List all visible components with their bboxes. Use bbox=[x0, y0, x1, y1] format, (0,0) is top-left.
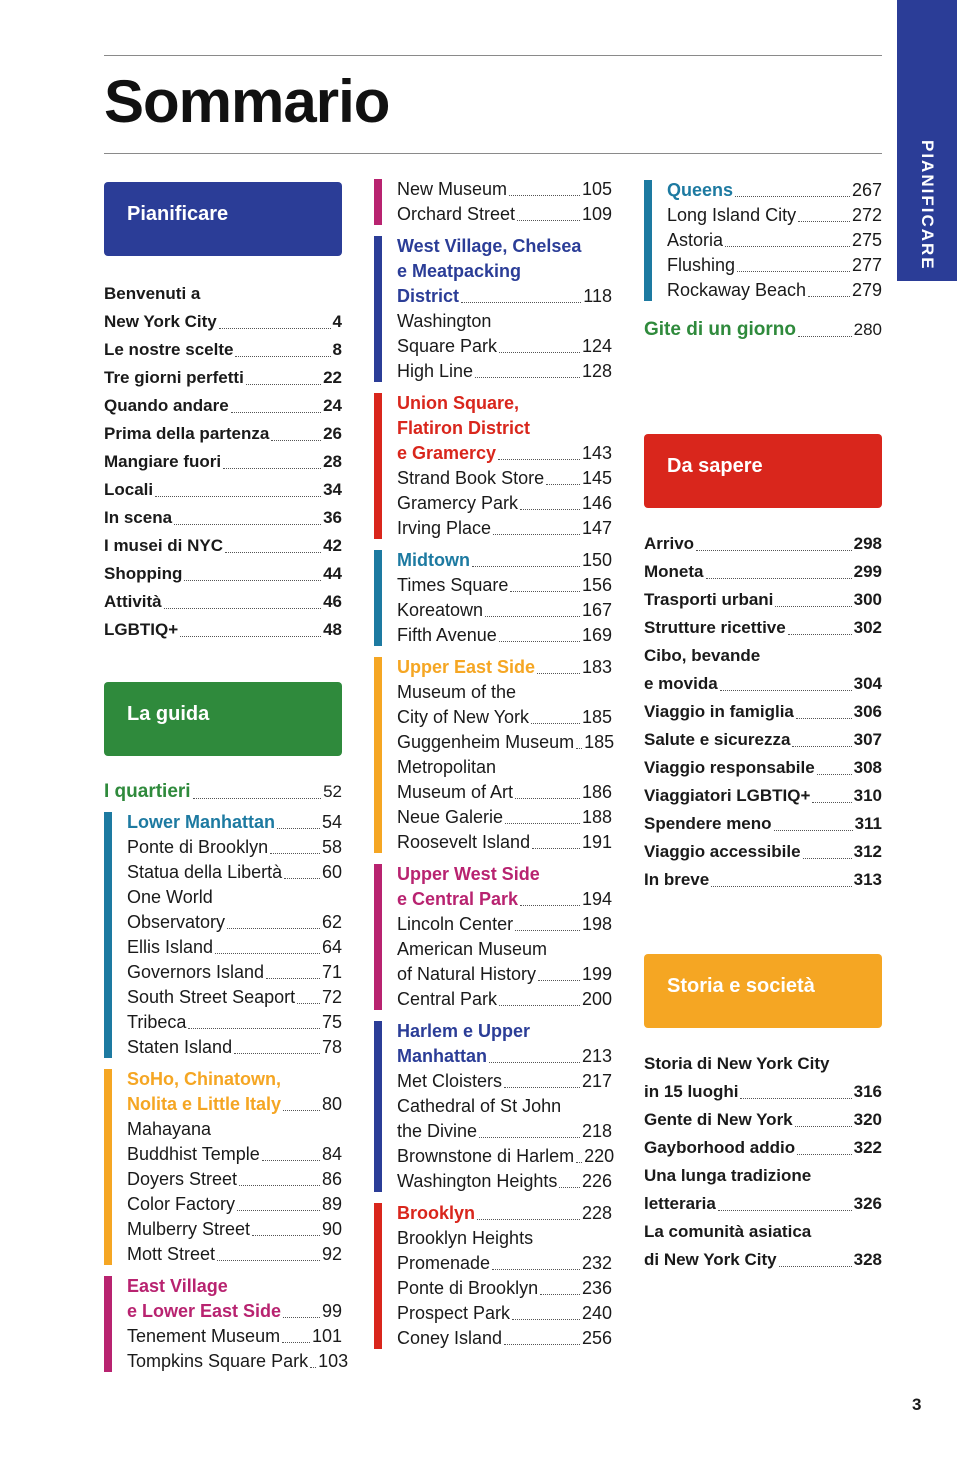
toc-entry[interactable]: Brownstone di Harlem 220 bbox=[397, 1146, 615, 1166]
toc-entry-quartieri[interactable]: I quartieri 52 bbox=[104, 781, 342, 802]
toc-entry-line: Cibo, bevande bbox=[644, 646, 761, 665]
section-box-pianificare[interactable] bbox=[104, 182, 342, 256]
page-number: 3 bbox=[912, 1395, 922, 1414]
section-upper-west-side bbox=[374, 862, 612, 1012]
toc-entry[interactable]: Tre giorni perfetti 22 bbox=[104, 368, 342, 387]
toc-entry[interactable]: Coney Island 256 bbox=[397, 1328, 612, 1348]
section-box-la-guida[interactable] bbox=[104, 682, 342, 756]
section-color-bar bbox=[374, 236, 382, 382]
toc-entry[interactable]: Viaggio in famiglia 306 bbox=[644, 702, 882, 721]
section-heading[interactable]: Queens 267 bbox=[667, 180, 882, 200]
toc-entry[interactable]: Times Square 156 bbox=[397, 575, 612, 595]
section-box-label: Storia e società bbox=[667, 975, 815, 997]
toc-entry-line: Una lunga tradizione bbox=[644, 1166, 812, 1185]
sapere-list bbox=[644, 530, 882, 894]
toc-entry[interactable]: Statua della Libertà 60 bbox=[127, 862, 342, 882]
toc-entry-line: La comunità asiatica bbox=[644, 1222, 812, 1241]
toc-entry[interactable]: City of New York 185 bbox=[397, 707, 612, 727]
toc-entry[interactable]: Viaggio accessibile 312 bbox=[644, 842, 882, 861]
section-heading[interactable]: e Central Park 194 bbox=[397, 889, 612, 909]
toc-entry[interactable]: Promenade 232 bbox=[397, 1253, 612, 1273]
toc-entry[interactable]: Gayborhood addio 322 bbox=[644, 1138, 882, 1157]
section-east-village-cont bbox=[374, 177, 612, 227]
section-heading[interactable]: Nolita e Little Italy 80 bbox=[127, 1094, 342, 1114]
section-heading[interactable]: Upper East Side 183 bbox=[397, 657, 612, 677]
section-heading[interactable]: Manhattan 213 bbox=[397, 1046, 612, 1066]
toc-entry[interactable]: Arrivo 298 bbox=[644, 534, 882, 553]
section-color-bar bbox=[104, 1276, 112, 1372]
section-box-storia[interactable] bbox=[644, 954, 882, 1028]
section-harlem bbox=[374, 1019, 615, 1194]
toc-entry[interactable]: Prospect Park 240 bbox=[397, 1303, 612, 1323]
section-queens bbox=[644, 178, 882, 303]
toc-entry[interactable]: In scena 36 bbox=[104, 508, 342, 527]
toc-entry[interactable]: Lincoln Center 198 bbox=[397, 914, 612, 934]
toc-entry[interactable]: Strand Book Store 145 bbox=[397, 468, 612, 488]
section-heading-line: East Village bbox=[127, 1276, 228, 1296]
section-east-village bbox=[104, 1274, 349, 1374]
section-west-village bbox=[374, 234, 612, 384]
section-union-square bbox=[374, 391, 612, 541]
toc-entry[interactable]: Doyers Street 86 bbox=[127, 1169, 342, 1189]
section-color-bar bbox=[374, 864, 382, 1010]
toc-entry[interactable]: Moneta 299 bbox=[644, 562, 882, 581]
top-rule bbox=[104, 55, 882, 56]
toc-entry[interactable]: Tompkins Square Park 103 bbox=[127, 1351, 349, 1371]
storia-list bbox=[644, 1050, 882, 1274]
toc-entry[interactable]: Ponte di Brooklyn 236 bbox=[397, 1278, 612, 1298]
toc-entry[interactable]: of Natural History 199 bbox=[397, 964, 612, 984]
toc-entry[interactable]: Fifth Avenue 169 bbox=[397, 625, 612, 645]
toc-entry[interactable]: Locali 34 bbox=[104, 480, 342, 499]
section-heading-line: Flatiron District bbox=[397, 418, 531, 438]
toc-entry[interactable]: Ponte di Brooklyn 58 bbox=[127, 837, 342, 857]
section-heading-line: Harlem e Upper bbox=[397, 1021, 531, 1041]
section-color-bar bbox=[374, 657, 382, 853]
toc-entry[interactable]: Tribeca 75 bbox=[127, 1012, 342, 1032]
section-color-bar bbox=[374, 1021, 382, 1192]
toc-entry[interactable]: Governors Island 71 bbox=[127, 962, 342, 982]
toc-entry[interactable]: Le nostre scelte 8 bbox=[104, 340, 342, 359]
section-heading-line: Upper West Side bbox=[397, 864, 540, 884]
toc-entry[interactable]: Neue Galerie 188 bbox=[397, 807, 612, 827]
toc-entry[interactable]: South Street Seaport 72 bbox=[127, 987, 342, 1007]
toc-entry[interactable]: Gente di New York 320 bbox=[644, 1110, 882, 1129]
toc-entry[interactable]: New Museum 105 bbox=[397, 179, 612, 199]
section-box-label: Pianificare bbox=[127, 203, 229, 225]
toc-entry[interactable]: Long Island City 272 bbox=[667, 205, 882, 225]
section-color-bar bbox=[104, 1069, 112, 1265]
toc-entry[interactable]: Salute e sicurezza 307 bbox=[644, 730, 882, 749]
toc-entry[interactable]: Viaggiatori LGBTIQ+ 310 bbox=[644, 786, 882, 805]
section-box-da-sapere[interactable] bbox=[644, 434, 882, 508]
toc-entry[interactable]: the Divine 218 bbox=[397, 1121, 612, 1141]
section-color-bar bbox=[374, 550, 382, 646]
toc-entry[interactable]: in 15 luoghi 316 bbox=[644, 1082, 882, 1101]
toc-entry[interactable]: I musei di NYC 42 bbox=[104, 536, 342, 555]
toc-entry[interactable]: Gramercy Park 146 bbox=[397, 493, 612, 513]
section-color-bar bbox=[374, 1203, 382, 1349]
toc-entry[interactable]: Irving Place 147 bbox=[397, 518, 612, 538]
toc-entry-line: Metropolitan bbox=[397, 757, 497, 777]
toc-entry[interactable]: Mulberry Street 90 bbox=[127, 1219, 342, 1239]
section-lower-manhattan bbox=[104, 810, 342, 1060]
section-heading[interactable]: Lower Manhattan 54 bbox=[127, 812, 342, 832]
toc-entry[interactable]: Viaggio responsabile 308 bbox=[644, 758, 882, 777]
column-2 bbox=[374, 177, 615, 1351]
toc-entry[interactable]: e movida 304 bbox=[644, 674, 882, 693]
section-heading[interactable]: Brooklyn 228 bbox=[397, 1203, 612, 1223]
section-color-bar bbox=[374, 393, 382, 539]
toc-entry-line: Cathedral of St John bbox=[397, 1096, 562, 1116]
section-soho bbox=[104, 1067, 342, 1267]
toc-entry[interactable]: Square Park 124 bbox=[397, 336, 612, 356]
toc-entry[interactable]: In breve 313 bbox=[644, 870, 882, 889]
toc-entry-line: Mahayana bbox=[127, 1119, 212, 1139]
toc-entry[interactable]: Rockaway Beach 279 bbox=[667, 280, 882, 300]
toc-entry[interactable]: Guggenheim Museum 185 bbox=[397, 732, 615, 752]
toc-entry[interactable]: New York City 4 bbox=[104, 312, 342, 331]
toc-entry[interactable]: Astoria 275 bbox=[667, 230, 882, 250]
section-upper-east-side bbox=[374, 655, 615, 855]
section-color-bar bbox=[644, 180, 652, 301]
toc-entry[interactable]: di New York City 328 bbox=[644, 1250, 882, 1269]
column-3 bbox=[644, 178, 882, 1274]
toc-entry[interactable]: Flushing 277 bbox=[667, 255, 882, 275]
toc-entry-line: One World bbox=[127, 887, 213, 907]
toc-entry[interactable]: Attività 46 bbox=[104, 592, 342, 611]
section-brooklyn bbox=[374, 1201, 612, 1351]
section-heading[interactable]: e Gramercy 143 bbox=[397, 443, 612, 463]
toc-entry-line: Benvenuti a bbox=[104, 284, 201, 303]
section-heading-line: SoHo, Chinatown, bbox=[127, 1069, 281, 1089]
toc-entry[interactable]: Color Factory 89 bbox=[127, 1194, 342, 1214]
section-heading[interactable]: e Lower East Side 99 bbox=[127, 1301, 342, 1321]
section-heading[interactable]: District 118 bbox=[397, 286, 612, 306]
toc-entry[interactable]: Orchard Street 109 bbox=[397, 204, 612, 224]
side-tab-label: PIANIFICARE bbox=[918, 140, 937, 271]
toc-entry-line: Brooklyn Heights bbox=[397, 1228, 534, 1248]
page-title: Sommario bbox=[104, 68, 390, 135]
section-heading-line: Union Square, bbox=[397, 393, 520, 413]
section-heading-line: West Village, Chelsea bbox=[397, 236, 582, 256]
section-heading[interactable]: Midtown 150 bbox=[397, 550, 612, 570]
toc-entry[interactable]: Staten Island 78 bbox=[127, 1037, 342, 1057]
column-1 bbox=[104, 182, 349, 1374]
toc-entry[interactable]: Spendere meno 311 bbox=[644, 814, 882, 833]
toc-entry[interactable]: Washington Heights 226 bbox=[397, 1171, 612, 1191]
toc-entry[interactable]: Quando andare 24 bbox=[104, 396, 342, 415]
toc-entry[interactable]: High Line 128 bbox=[397, 361, 612, 381]
toc-entry[interactable]: Prima della partenza 26 bbox=[104, 424, 342, 443]
title-rule bbox=[104, 153, 882, 154]
toc-entry[interactable]: Shopping 44 bbox=[104, 564, 342, 583]
toc-entry[interactable]: Museum of Art 186 bbox=[397, 782, 612, 802]
toc-entry[interactable]: Observatory 62 bbox=[127, 912, 342, 932]
side-tab[interactable] bbox=[897, 0, 957, 281]
section-heading-line: e Meatpacking bbox=[397, 261, 522, 281]
toc-entry[interactable]: Mangiare fuori 28 bbox=[104, 452, 342, 471]
toc-entry[interactable]: Ellis Island 64 bbox=[127, 937, 342, 957]
toc-entry[interactable]: LGBTIQ+ 48 bbox=[104, 620, 342, 639]
toc-entry[interactable]: Mott Street 92 bbox=[127, 1244, 342, 1264]
section-color-bar bbox=[374, 179, 382, 225]
toc-entry[interactable]: Central Park 200 bbox=[397, 989, 612, 1009]
section-box-label: La guida bbox=[127, 703, 210, 725]
toc-entry[interactable]: Met Cloisters 217 bbox=[397, 1071, 612, 1091]
toc-entry[interactable]: letteraria 326 bbox=[644, 1194, 882, 1213]
plan-list bbox=[104, 280, 342, 644]
toc-entry[interactable]: Koreatown 167 bbox=[397, 600, 612, 620]
toc-entry[interactable]: Roosevelt Island 191 bbox=[397, 832, 612, 852]
section-box-label: Da sapere bbox=[667, 455, 763, 477]
toc-entry-line: Storia di New York City bbox=[644, 1054, 830, 1073]
toc-entry-line: Washington bbox=[397, 311, 492, 331]
toc-entry-gite[interactable]: Gite di un giorno 280 bbox=[644, 319, 882, 340]
toc-entry[interactable]: Buddhist Temple 84 bbox=[127, 1144, 342, 1164]
section-color-bar bbox=[104, 812, 112, 1058]
section-midtown bbox=[374, 548, 612, 648]
toc-entry-line: Museum of the bbox=[397, 682, 517, 702]
toc-entry-line: American Museum bbox=[397, 939, 548, 959]
toc-entry[interactable]: Tenement Museum 101 bbox=[127, 1326, 342, 1346]
toc-entry[interactable]: Strutture ricettive 302 bbox=[644, 618, 882, 637]
toc-entry[interactable]: Trasporti urbani 300 bbox=[644, 590, 882, 609]
